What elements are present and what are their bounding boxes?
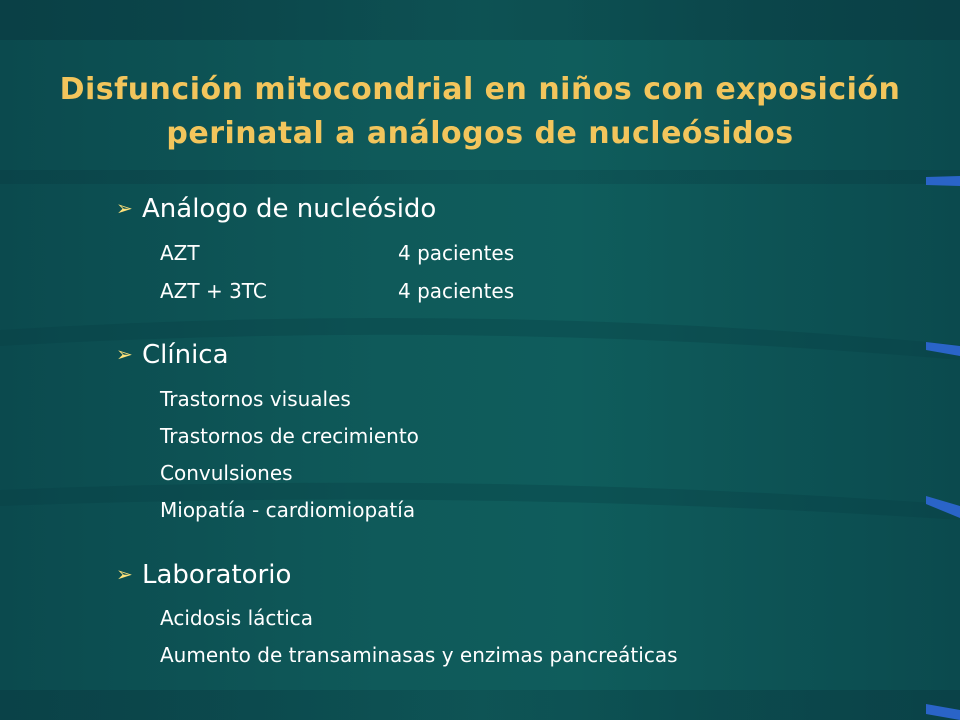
treatment-row xyxy=(160,279,515,303)
list-item: Acidosis láctica xyxy=(160,606,314,630)
treatment-label: AZT + 3TC xyxy=(160,279,267,303)
section-heading-label: Laboratorio xyxy=(142,560,292,590)
accent-mark xyxy=(926,342,960,356)
treatment-row xyxy=(160,241,515,265)
accent-mark xyxy=(926,704,960,720)
accent-mark xyxy=(926,176,960,186)
arrow-bullet-icon: ➢ xyxy=(116,342,133,366)
section-heading-clinica xyxy=(116,340,229,370)
slide-title xyxy=(0,68,960,156)
list-item: Trastornos visuales xyxy=(160,387,351,411)
accent-mark xyxy=(926,496,960,518)
list-item: Convulsiones xyxy=(160,461,293,485)
arrow-bullet-icon: ➢ xyxy=(116,562,133,586)
section-heading-analogo xyxy=(116,194,436,224)
arrow-bullet-icon: ➢ xyxy=(116,196,133,220)
list-item: Miopatía - cardiomiopatía xyxy=(160,498,416,522)
list-item: Aumento de transaminasas y enzimas pancreáticas xyxy=(160,643,678,667)
section-heading-label: Análogo de nucleósido xyxy=(142,194,437,224)
section-heading-laboratorio xyxy=(116,560,291,590)
treatment-label: AZT xyxy=(160,241,200,265)
treatment-count: 4 pacientes xyxy=(398,241,515,265)
title-line-2: perinatal a análogos de nucleósidos xyxy=(166,116,794,151)
list-item: Trastornos de crecimiento xyxy=(160,424,419,448)
section-heading-label: Clínica xyxy=(142,340,229,370)
treatment-count: 4 pacientes xyxy=(398,279,515,303)
title-line-1: Disfunción mitocondrial en niños con exposición xyxy=(59,72,901,107)
